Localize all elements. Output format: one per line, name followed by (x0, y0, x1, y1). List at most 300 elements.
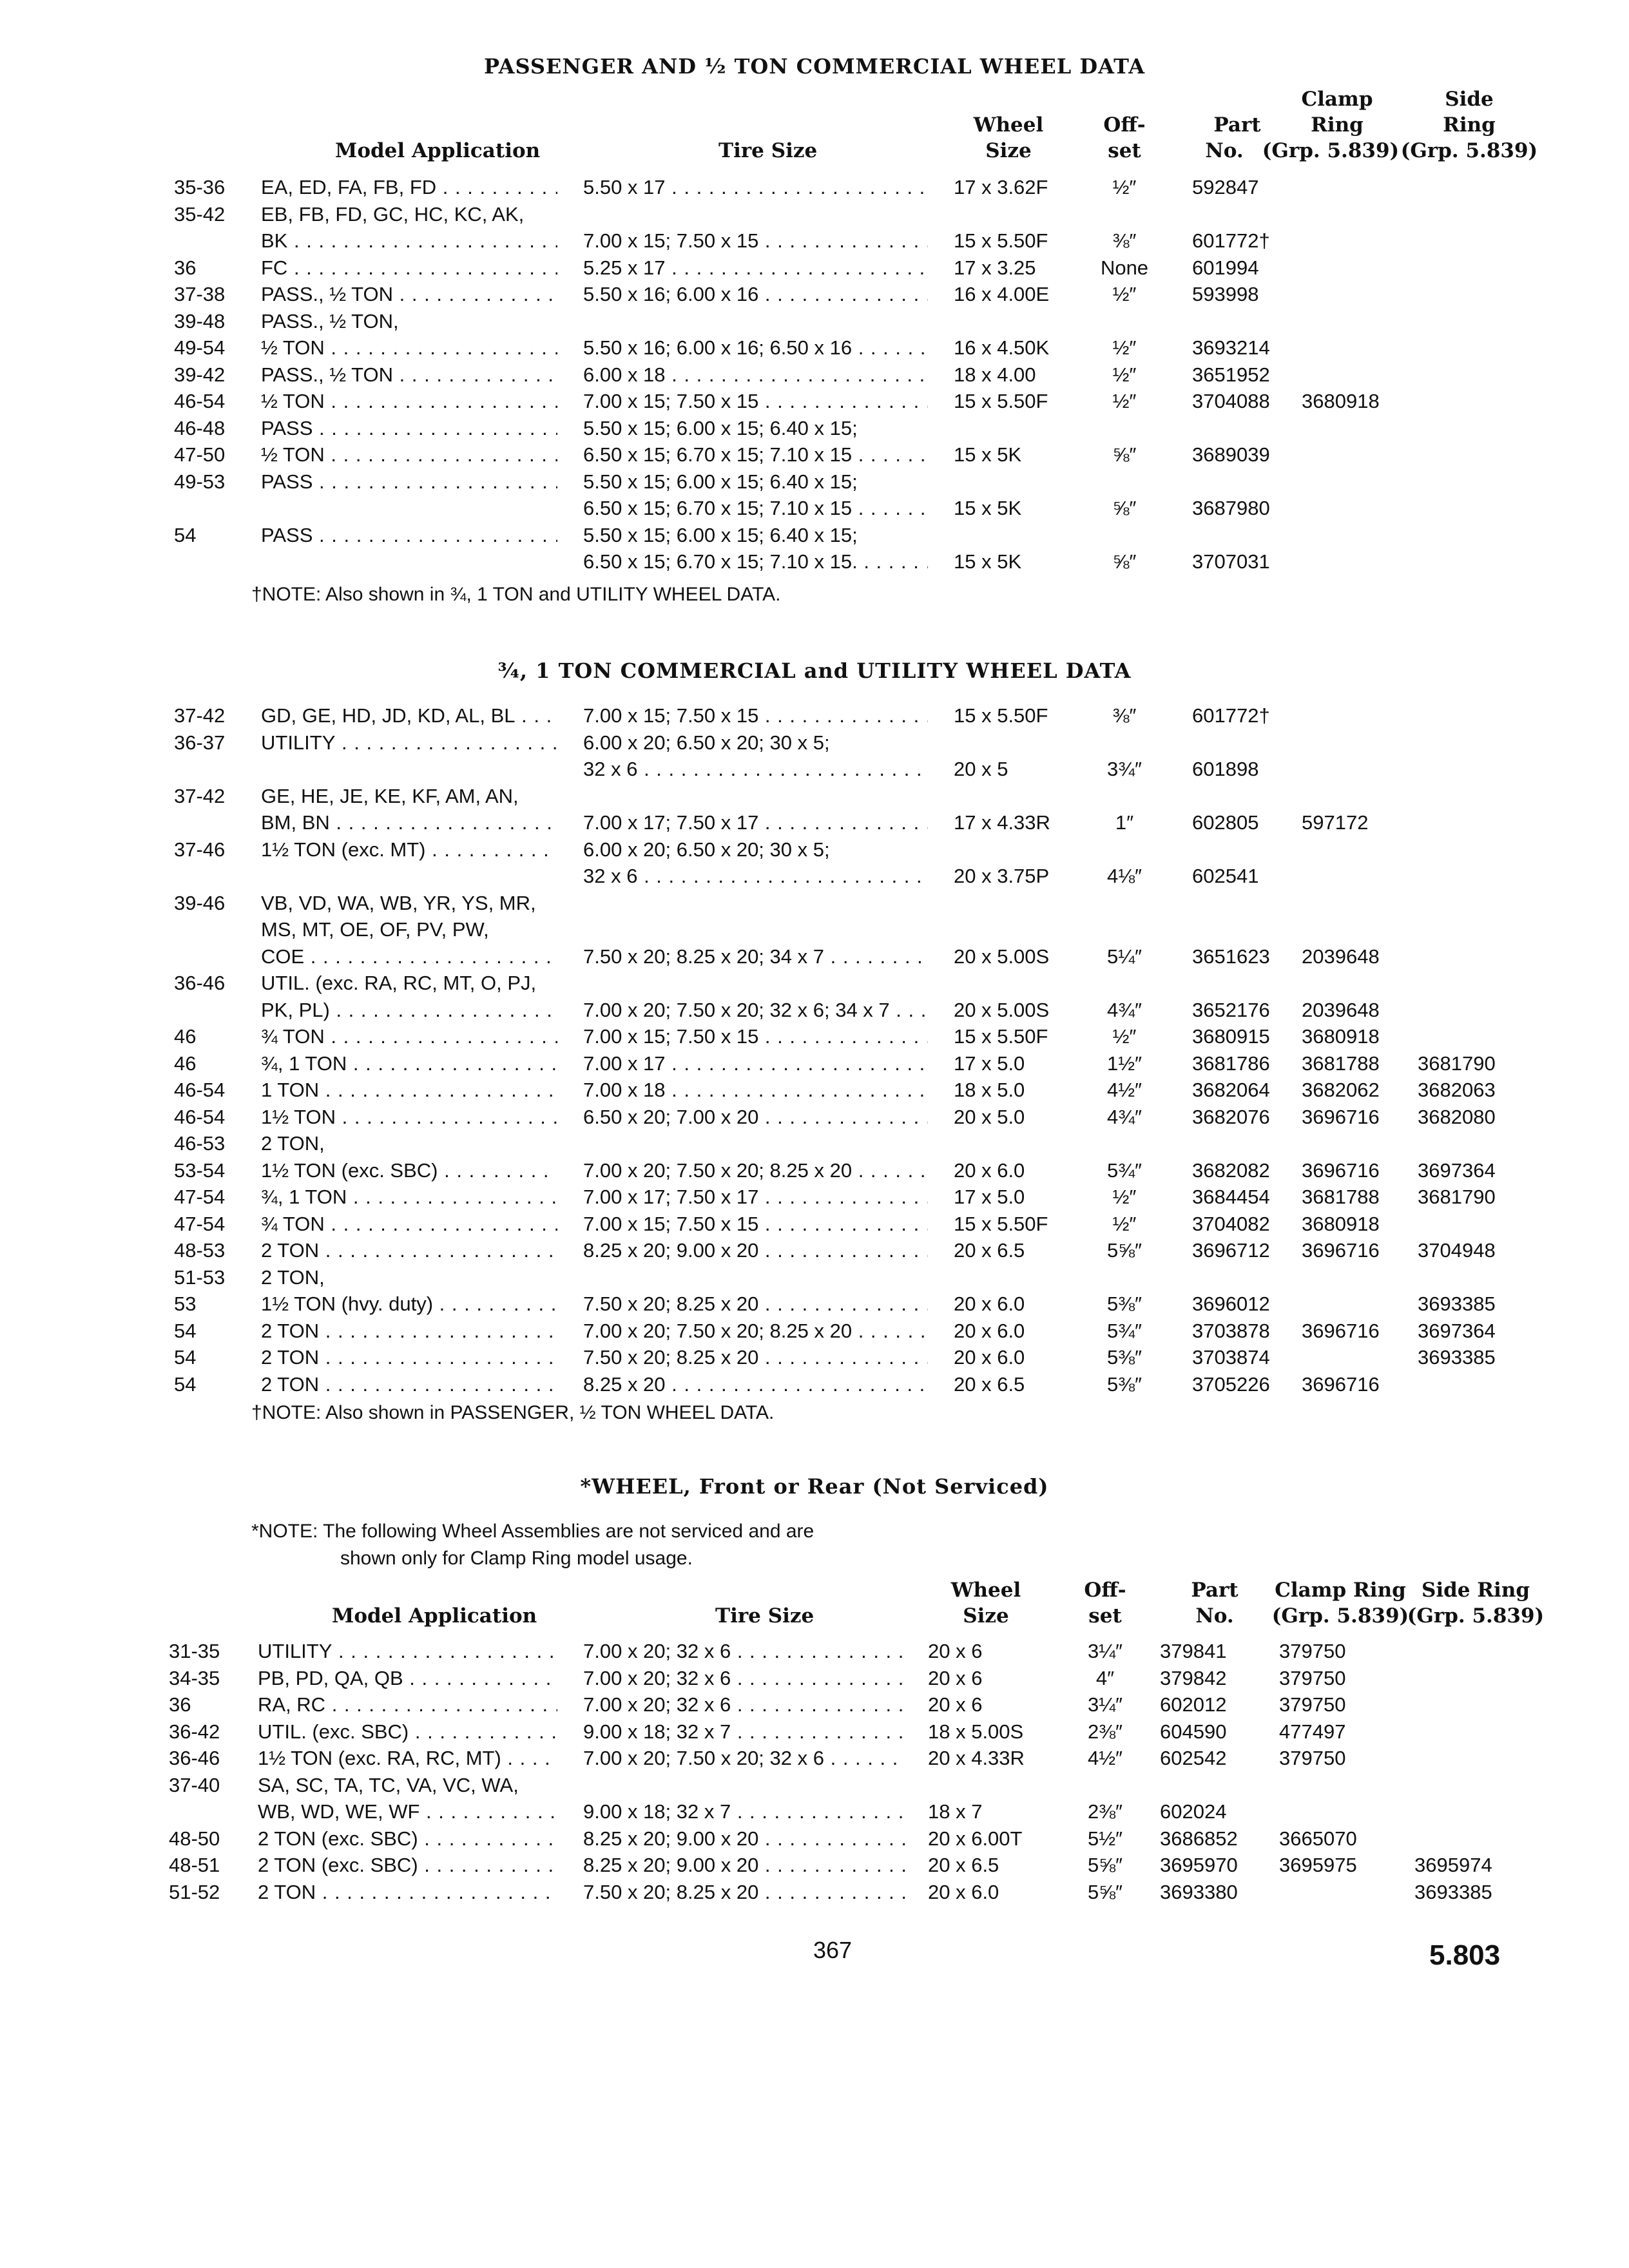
cell-part: 3651952 (1192, 363, 1270, 386)
cell-tire: 6.50 x 15; 6.70 x 15; 7.10 x 15 . . . (583, 495, 928, 522)
cell-tire: 7.00 x 17 . . . (583, 1050, 928, 1077)
cell-wheel: 15 x 5.50F (954, 1025, 1048, 1048)
cell-model: RA, RC . . . (258, 1691, 557, 1718)
cell-years: 53-54 (174, 1158, 226, 1182)
t3-header-offset-2: set (1088, 1604, 1122, 1628)
cell-part: 3704088 (1192, 390, 1270, 412)
table-row (0, 863, 1629, 890)
cell-tire: 5.50 x 15; 6.00 x 15; 6.40 x 15; (583, 523, 858, 546)
table-row (0, 1371, 1629, 1398)
cell-model: UTILITY . . . (261, 729, 557, 756)
table-row (0, 836, 1629, 863)
cell-years: 46-54 (174, 1105, 226, 1128)
header-side-3: (Grp. 5.839) (1400, 139, 1538, 162)
cell-tire: 7.00 x 20; 7.50 x 20; 8.25 x 20 . . . (583, 1157, 928, 1184)
cell-offset: ½″ (1112, 1025, 1137, 1048)
cell-part: 601898 (1192, 758, 1259, 780)
cell-model: 2 TON, (261, 1265, 325, 1289)
header-wheel-1: Wheel (973, 113, 1044, 137)
cell-model: BK . . . (261, 227, 557, 255)
cell-tire: 8.25 x 20 . . . (583, 1371, 928, 1398)
cell-offset: 3¼″ (1087, 1640, 1123, 1662)
header-side-1: Side (1445, 88, 1494, 111)
cell-model: ¾, 1 TON . . . (261, 1184, 557, 1211)
table-row (0, 308, 1629, 335)
cell-years: 34-35 (169, 1666, 220, 1689)
cell-wheel: 18 x 7 (928, 1800, 983, 1823)
cell-part: 602542 (1160, 1747, 1227, 1769)
table-row (0, 1798, 1629, 1825)
cell-years: 47-54 (174, 1212, 226, 1235)
cell-offset: ½″ (1112, 176, 1137, 198)
cell-part: 3689039 (1192, 443, 1270, 466)
cell-model: 2 TON, (261, 1132, 325, 1155)
page-number: 367 (813, 1937, 853, 1963)
header-side-2: Ring (1443, 113, 1496, 137)
cell-years: 54 (174, 1372, 197, 1396)
cell-model: PB, PD, QA, QB . . . (258, 1665, 557, 1692)
table-row (0, 441, 1629, 468)
cell-tire: 5.25 x 17 . . . (583, 255, 928, 282)
table-row (0, 468, 1629, 495)
table-row (0, 1879, 1629, 1906)
cell-model: MS, MT, OE, OF, PV, PW, (261, 918, 489, 941)
cell-wheel: 20 x 6.0 (954, 1293, 1025, 1315)
cell-model: 1½ TON (exc. SBC) . . . (261, 1157, 557, 1184)
cell-part: 3703874 (1192, 1346, 1270, 1369)
cell-part: 3681786 (1192, 1052, 1270, 1075)
table-row (0, 729, 1629, 756)
header-clamp-2: Ring (1311, 113, 1364, 137)
table-row (0, 1825, 1629, 1852)
table-row (0, 1104, 1629, 1131)
cell-years: 51-52 (169, 1880, 220, 1903)
cell-part: 602012 (1160, 1693, 1227, 1716)
table3-note-line2: shown only for Clamp Ring model usage. (340, 1548, 693, 1569)
cell-model: 2 TON (exc. SBC) . . . (258, 1825, 557, 1852)
cell-wheel: 20 x 4.33R (928, 1747, 1025, 1769)
cell-offset: ½″ (1112, 390, 1137, 412)
cell-model: 1½ TON (exc. RA, RC, MT) . . . (258, 1745, 557, 1772)
t3-header-part-2: No. (1195, 1604, 1234, 1628)
cell-tire: 7.00 x 18 . . . (583, 1077, 928, 1104)
cell-wheel: 17 x 4.33R (954, 811, 1050, 834)
cell-years: 36 (169, 1693, 191, 1716)
cell-tire: 5.50 x 17 . . . (583, 174, 928, 201)
table-row (0, 388, 1629, 415)
cell-offset: 5⅝″ (1106, 1239, 1142, 1262)
header-clamp-3: (Grp. 5.839) (1262, 139, 1400, 162)
cell-tire: 7.00 x 15; 7.50 x 15 . . . (583, 227, 928, 255)
table-row (0, 970, 1629, 997)
cell-tire: 7.00 x 17; 7.50 x 17 . . . (583, 809, 928, 836)
cell-offset: 1½″ (1106, 1052, 1142, 1075)
cell-years: 47-50 (174, 443, 226, 466)
table-row (0, 1050, 1629, 1077)
cell-years: 36-46 (174, 972, 226, 994)
cell-offset: 4″ (1095, 1666, 1115, 1689)
cell-model: PK, PL) . . . (261, 997, 557, 1024)
cell-clamp: 379750 (1279, 1747, 1346, 1769)
cell-years: 46-54 (174, 1079, 226, 1101)
cell-years: 36 (174, 256, 197, 279)
cell-offset: ½″ (1112, 283, 1137, 305)
cell-wheel: 20 x 6.5 (928, 1854, 999, 1876)
cell-side: 3697364 (1418, 1319, 1496, 1342)
cell-clamp: 3696716 (1302, 1319, 1380, 1342)
table3-note-line1: *NOTE: The following Wheel Assemblies are not serviced and are (251, 1521, 815, 1542)
table-row (0, 201, 1629, 228)
cell-years: 35-42 (174, 202, 226, 226)
cell-clamp: 379750 (1279, 1693, 1346, 1716)
cell-clamp: 3665070 (1279, 1827, 1357, 1850)
cell-years: 46 (174, 1052, 197, 1075)
cell-wheel: 20 x 5 (954, 758, 1008, 780)
cell-tire: 8.25 x 20; 9.00 x 20 . . . (583, 1852, 905, 1879)
cell-model: EB, FB, FD, GC, HC, KC, AK, (261, 202, 525, 226)
cell-years: 37-42 (174, 704, 226, 727)
cell-tire: 6.00 x 18 . . . (583, 361, 928, 389)
cell-years: 46-48 (174, 416, 226, 439)
cell-clamp: 597172 (1302, 811, 1369, 834)
cell-wheel: 20 x 5.00S (954, 945, 1050, 968)
cell-clamp: 2039648 (1302, 998, 1380, 1021)
cell-wheel: 20 x 5.0 (954, 1105, 1025, 1128)
cell-years: 49-54 (174, 336, 226, 359)
cell-offset: 5½″ (1087, 1827, 1123, 1850)
header-part-2: No. (1205, 139, 1244, 162)
cell-side: 3682080 (1418, 1105, 1496, 1128)
table-row (0, 1291, 1629, 1318)
table-row (0, 809, 1629, 836)
cell-wheel: 20 x 3.75P (954, 865, 1050, 887)
header-tire: Tire Size (718, 139, 818, 162)
cell-clamp: 3682062 (1302, 1079, 1380, 1101)
cell-part: 3696712 (1192, 1239, 1270, 1262)
cell-wheel: 20 x 6.00T (928, 1827, 1023, 1850)
cell-model: 1½ TON (exc. MT) . . . (261, 836, 557, 863)
cell-offset: 5¾″ (1106, 1319, 1142, 1342)
cell-model: PASS . . . (261, 522, 557, 549)
cell-tire: 7.00 x 15; 7.50 x 15 . . . (583, 1211, 928, 1238)
cell-side: 3682063 (1418, 1079, 1496, 1101)
cell-part: 3693380 (1160, 1880, 1238, 1903)
cell-offset: ½″ (1112, 336, 1137, 359)
cell-offset: 4⅛″ (1106, 865, 1142, 887)
cell-offset: 5¼″ (1106, 945, 1142, 968)
cell-wheel: 15 x 5.50F (954, 229, 1048, 252)
cell-wheel: 15 x 5.50F (954, 390, 1048, 412)
cell-years: 46-53 (174, 1132, 226, 1155)
table-row (0, 1264, 1629, 1291)
table-row (0, 756, 1629, 783)
cell-tire: 7.00 x 15; 7.50 x 15 . . . (583, 1023, 928, 1050)
cell-tire: 9.00 x 18; 32 x 7 . . . (583, 1718, 905, 1745)
cell-years: 37-46 (174, 838, 226, 861)
cell-part: 602024 (1160, 1800, 1227, 1823)
cell-offset: 3¾″ (1106, 758, 1142, 780)
cell-years: 37-40 (169, 1773, 220, 1796)
table-row (0, 890, 1629, 917)
cell-offset: 4½″ (1106, 1079, 1142, 1101)
table-row (0, 334, 1629, 361)
cell-side: 3697364 (1418, 1158, 1496, 1182)
cell-years: 54 (174, 1346, 197, 1369)
cell-years: 39-42 (174, 363, 226, 386)
cell-tire: 6.50 x 20; 7.00 x 20 . . . (583, 1104, 928, 1131)
cell-years: 31-35 (169, 1640, 220, 1662)
cell-clamp: 3695975 (1279, 1854, 1357, 1876)
cell-part: 601772† (1192, 229, 1270, 252)
cell-model: ¾ TON . . . (261, 1023, 557, 1050)
cell-side: 3693385 (1414, 1880, 1492, 1903)
table3-title: *WHEEL, Front or Rear (Not Serviced) (580, 1474, 1049, 1499)
cell-wheel: 15 x 5K (954, 550, 1022, 573)
cell-tire: 7.50 x 20; 8.25 x 20; 34 x 7 . . . (583, 943, 928, 970)
t3-header-wheel-1: Wheel (950, 1579, 1021, 1602)
cell-offset: 5⅝″ (1087, 1880, 1123, 1903)
cell-part: 3705226 (1192, 1372, 1270, 1396)
cell-offset: 2⅜″ (1087, 1720, 1123, 1743)
cell-tire: 7.00 x 20; 7.50 x 20; 8.25 x 20 . . . (583, 1318, 928, 1345)
cell-tire: 9.00 x 18; 32 x 7 . . . (583, 1798, 905, 1825)
table-row (0, 1772, 1629, 1799)
cell-part: 602805 (1192, 811, 1259, 834)
cell-model: UTIL. (exc. RA, RC, MT, O, PJ, (261, 972, 537, 994)
cell-model: COE . . . (261, 943, 557, 970)
cell-offset: ⅝″ (1112, 497, 1137, 519)
cell-offset: 5⅝″ (1087, 1854, 1123, 1876)
cell-model: 2 TON . . . (261, 1344, 557, 1371)
cell-tire: 6.50 x 15; 6.70 x 15; 7.10 x 15. . . . (583, 548, 928, 575)
cell-offset: 4½″ (1087, 1747, 1123, 1769)
cell-years: 54 (174, 1319, 197, 1342)
cell-clamp: 3680918 (1302, 390, 1380, 412)
cell-offset: ½″ (1112, 1212, 1137, 1235)
t3-header-side-2: (Grp. 5.839) (1407, 1604, 1545, 1628)
cell-wheel: 20 x 6.0 (954, 1346, 1025, 1369)
cell-years: 51-53 (174, 1265, 226, 1289)
cell-model: 2 TON . . . (261, 1371, 557, 1398)
cell-clamp: 3680918 (1302, 1025, 1380, 1048)
table-row (0, 1638, 1629, 1665)
cell-years: 36-42 (169, 1720, 220, 1743)
table1-note: †NOTE: Also shown in ¾, 1 TON and UTILITY WHEEL DATA. (251, 584, 781, 605)
cell-tire: 6.00 x 20; 6.50 x 20; 30 x 5; (583, 731, 830, 754)
cell-offset: 5⅜″ (1106, 1346, 1142, 1369)
header-part-1: Part (1213, 113, 1261, 137)
table-row (0, 1211, 1629, 1238)
cell-offset: 3¼″ (1087, 1693, 1123, 1716)
cell-part: 3682082 (1192, 1158, 1270, 1182)
cell-model: VB, VD, WA, WB, YR, YS, MR, (261, 891, 536, 914)
cell-model: GD, GE, HD, JD, KD, AL, BL . . . (261, 702, 557, 729)
cell-tire: 7.50 x 20; 8.25 x 20 . . . (583, 1879, 905, 1906)
cell-part: 3684454 (1192, 1186, 1270, 1208)
table-row (0, 943, 1629, 970)
cell-model: 1½ TON . . . (261, 1104, 557, 1131)
cell-model: PASS., ½ TON . . . (261, 281, 557, 308)
cell-offset: 5¾″ (1106, 1158, 1142, 1182)
table-row (0, 1318, 1629, 1345)
cell-wheel: 16 x 4.00E (954, 283, 1050, 305)
cell-years: 36-37 (174, 731, 226, 754)
cell-tire: 5.50 x 16; 6.00 x 16; 6.50 x 16 . . . (583, 334, 928, 361)
cell-model: PASS . . . (261, 468, 557, 495)
cell-years: 48-53 (174, 1239, 226, 1262)
cell-tire: 8.25 x 20; 9.00 x 20 . . . (583, 1825, 905, 1852)
cell-part: 3682064 (1192, 1079, 1270, 1101)
table-row (0, 174, 1629, 201)
cell-offset: 2⅜″ (1087, 1800, 1123, 1823)
cell-part: 593998 (1192, 283, 1259, 305)
t3-header-clamp-1: Clamp Ring (1275, 1579, 1406, 1602)
cell-part: 592847 (1192, 176, 1259, 198)
cell-part: 604590 (1160, 1720, 1227, 1743)
table-row (0, 1157, 1629, 1184)
cell-model: 1½ TON (hvy. duty) . . . (261, 1291, 557, 1318)
table-row (0, 783, 1629, 810)
cell-years: 39-48 (174, 309, 226, 332)
cell-offset: ½″ (1112, 363, 1137, 386)
table-row (0, 361, 1629, 389)
table-row (0, 1344, 1629, 1371)
cell-model: PASS., ½ TON . . . (261, 361, 557, 389)
cell-wheel: 15 x 5K (954, 443, 1022, 466)
cell-part: 3651623 (1192, 945, 1270, 968)
cell-tire: 5.50 x 15; 6.00 x 15; 6.40 x 15; (583, 470, 858, 493)
cell-wheel: 20 x 6 (928, 1666, 983, 1689)
cell-model: ¾, 1 TON . . . (261, 1050, 557, 1077)
cell-years: 48-50 (169, 1827, 220, 1850)
cell-offset: ½″ (1112, 1186, 1137, 1208)
cell-tire: 7.00 x 20; 7.50 x 20; 32 x 6; 34 x 7 . . . (583, 997, 928, 1024)
cell-tire: 5.50 x 15; 6.00 x 15; 6.40 x 15; (583, 416, 858, 439)
table-row (0, 415, 1629, 442)
cell-part: 3680915 (1192, 1025, 1270, 1048)
cell-wheel: 17 x 5.0 (954, 1052, 1025, 1075)
cell-model: GE, HE, JE, KE, KF, AM, AN, (261, 784, 519, 807)
cell-part: 3696012 (1192, 1293, 1270, 1315)
cell-part: 601772† (1192, 704, 1270, 727)
cell-model: SA, SC, TA, TC, VA, VC, WA, (258, 1773, 519, 1796)
cell-model: 2 TON . . . (261, 1318, 557, 1345)
cell-part: 3686852 (1160, 1827, 1238, 1850)
cell-years: 49-53 (174, 470, 226, 493)
header-model: Model Application (335, 139, 541, 162)
cell-part: 379841 (1160, 1640, 1227, 1662)
table-row (0, 255, 1629, 282)
cell-model: 1 TON . . . (261, 1077, 557, 1104)
header-wheel-2: Size (985, 139, 1032, 162)
table-row (0, 702, 1629, 729)
cell-tire: 7.00 x 20; 32 x 6 . . . (583, 1665, 905, 1692)
cell-model: UTILITY . . . (258, 1638, 557, 1665)
cell-wheel: 20 x 6.5 (954, 1239, 1025, 1262)
t3-header-offset-1: Off- (1084, 1579, 1126, 1602)
cell-part: 3707031 (1192, 550, 1270, 573)
cell-years: 36-46 (169, 1747, 220, 1769)
cell-years: 53 (174, 1293, 197, 1315)
table-row (0, 281, 1629, 308)
cell-model: 2 TON (exc. SBC) . . . (258, 1852, 557, 1879)
cell-tire: 7.50 x 20; 8.25 x 20 . . . (583, 1291, 928, 1318)
cell-model: BM, BN . . . (261, 809, 557, 836)
cell-clamp: 2039648 (1302, 945, 1380, 968)
cell-wheel: 18 x 5.00S (928, 1720, 1024, 1743)
cell-part: 601994 (1192, 256, 1259, 279)
cell-clamp: 3681788 (1302, 1186, 1380, 1208)
cell-tire: 8.25 x 20; 9.00 x 20 . . . (583, 1237, 928, 1264)
cell-tire: 7.50 x 20; 8.25 x 20 . . . (583, 1344, 928, 1371)
cell-side: 3693385 (1418, 1293, 1496, 1315)
t3-header-tire: Tire Size (715, 1604, 815, 1628)
cell-offset: 1″ (1115, 811, 1134, 834)
cell-offset: 5⅜″ (1106, 1293, 1142, 1315)
cell-years: 47-54 (174, 1186, 226, 1208)
table-row (0, 1691, 1629, 1718)
cell-wheel: 18 x 5.0 (954, 1079, 1025, 1101)
cell-clamp: 477497 (1279, 1720, 1346, 1743)
table-row (0, 1852, 1629, 1879)
cell-tire: 7.00 x 20; 7.50 x 20; 32 x 6 . . . (583, 1745, 905, 1772)
cell-wheel: 20 x 6.0 (928, 1880, 999, 1903)
cell-wheel: 20 x 6.0 (954, 1319, 1025, 1342)
table-row (0, 1130, 1629, 1157)
cell-tire: 7.00 x 15; 7.50 x 15 . . . (583, 388, 928, 415)
cell-wheel: 20 x 5.00S (954, 998, 1050, 1021)
cell-part: 3703878 (1192, 1319, 1270, 1342)
cell-part: 602541 (1192, 865, 1259, 887)
t3-header-model: Model Application (332, 1604, 537, 1628)
cell-years: 37-42 (174, 784, 226, 807)
cell-wheel: 17 x 3.62F (954, 176, 1048, 198)
cell-tire: 7.00 x 20; 32 x 6 . . . (583, 1691, 905, 1718)
table-row (0, 1023, 1629, 1050)
cell-clamp: 3696716 (1302, 1372, 1380, 1396)
cell-tire: 6.00 x 20; 6.50 x 20; 30 x 5; (583, 838, 830, 861)
cell-wheel: 15 x 5.50F (954, 704, 1048, 727)
t3-header-side-1: Side Ring (1421, 1579, 1530, 1602)
header-offset-2: set (1108, 139, 1141, 162)
cell-model: ¾ TON . . . (261, 1211, 557, 1238)
cell-years: 46 (174, 1025, 197, 1048)
cell-wheel: 20 x 6.5 (954, 1372, 1025, 1396)
cell-model: PASS . . . (261, 415, 557, 442)
cell-offset: None (1100, 256, 1149, 279)
table-row (0, 1077, 1629, 1104)
cell-years: 46-54 (174, 390, 226, 412)
cell-side: 3681790 (1418, 1186, 1496, 1208)
cell-part: 3704082 (1192, 1212, 1270, 1235)
header-clamp-1: Clamp (1301, 88, 1373, 111)
cell-clamp: 3680918 (1302, 1212, 1380, 1235)
cell-clamp: 3681788 (1302, 1052, 1380, 1075)
cell-model: EA, ED, FA, FB, FD . . . (261, 174, 557, 201)
cell-years: 39-46 (174, 891, 226, 914)
cell-model: FC . . . (261, 255, 557, 282)
t3-header-clamp-2: (Grp. 5.839) (1271, 1604, 1409, 1628)
cell-clamp: 3696716 (1302, 1105, 1380, 1128)
cell-model: ½ TON . . . (261, 388, 557, 415)
cell-years: 37-38 (174, 283, 226, 305)
cell-part: 3695970 (1160, 1854, 1238, 1876)
cell-side: 3693385 (1418, 1346, 1496, 1369)
cell-tire: 32 x 6 . . . (583, 863, 928, 890)
cell-offset: ⅝″ (1112, 443, 1137, 466)
cell-offset: 4¾″ (1106, 1105, 1142, 1128)
cell-clamp: 3696716 (1302, 1158, 1380, 1182)
